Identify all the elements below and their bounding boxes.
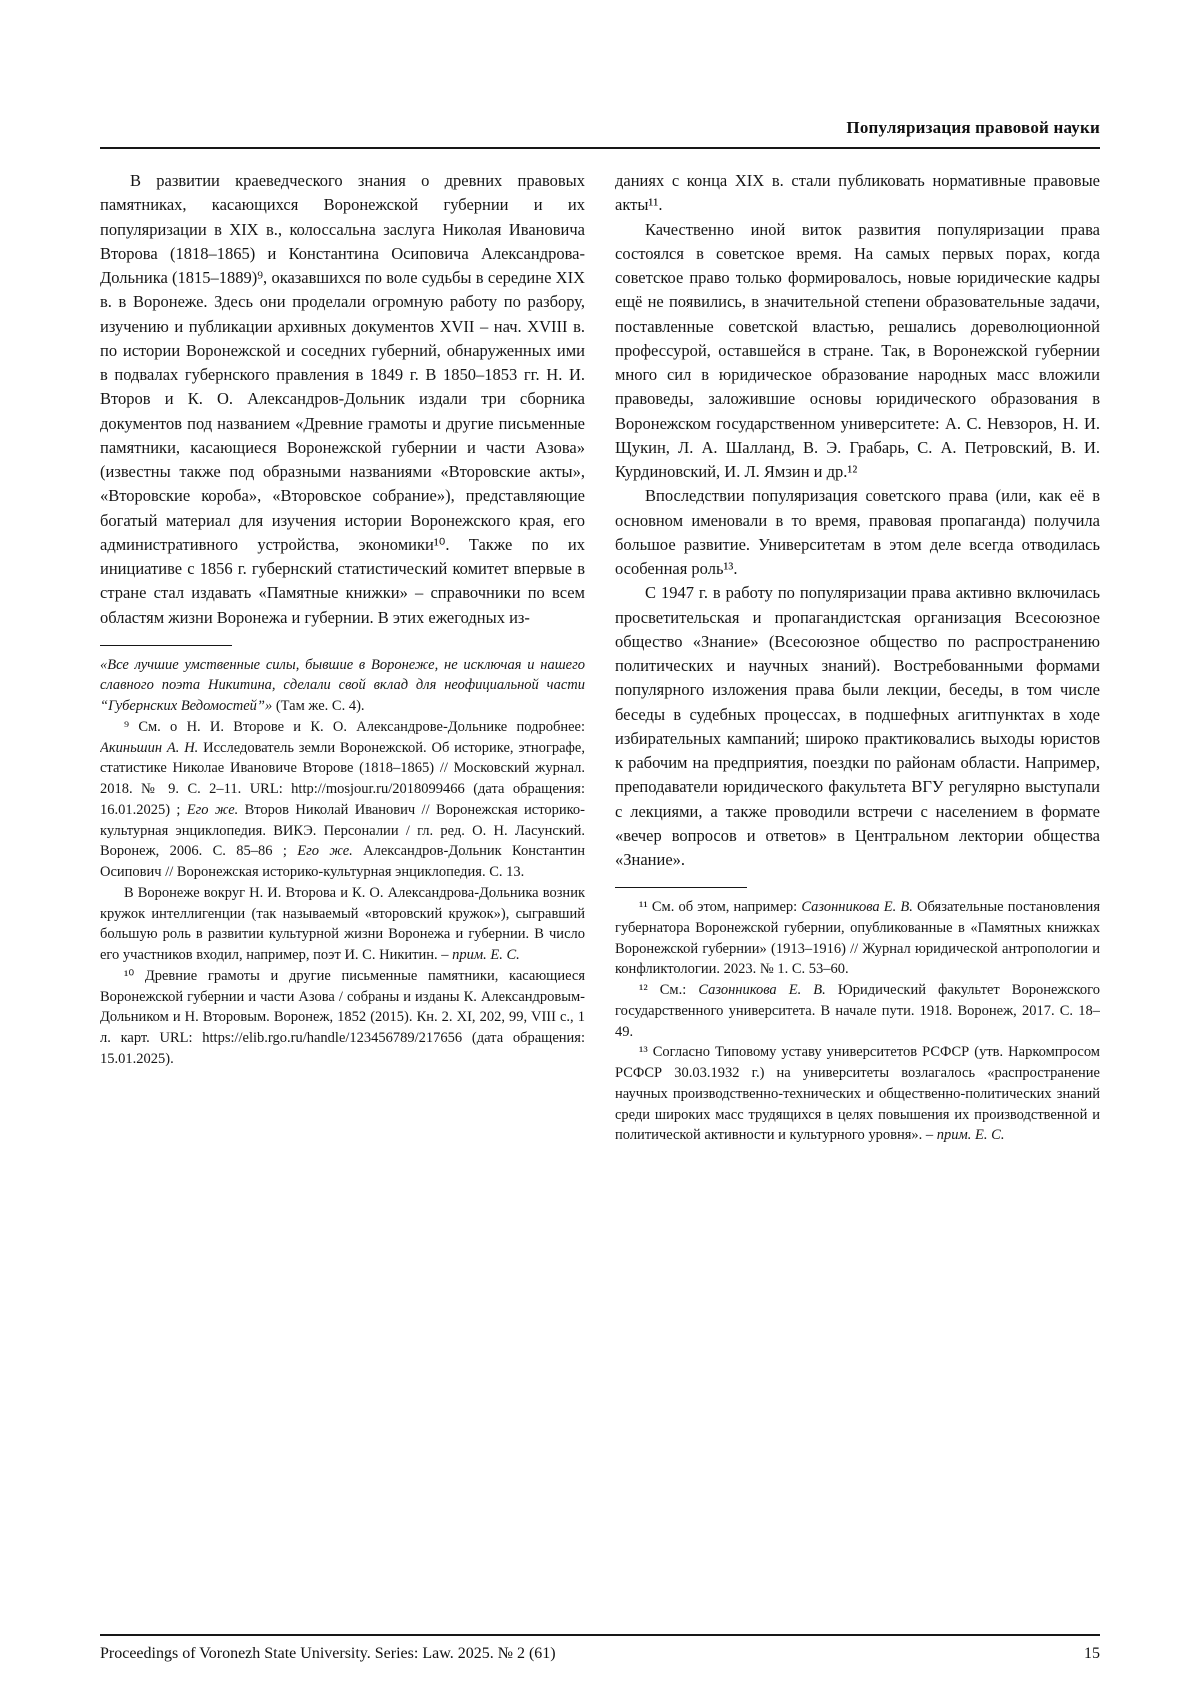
paragraph: С 1947 г. в работу по популяризации права активно включилась просветительская и пропагандистская организация Всесоюзное общество «Знание» (Всесоюзное общество по распространению политических и научных знаний). Востребованными формами популярного изложения права были лекции, беседы, в том числе беседы в судебных процессах, в подшефных агитпунктах в ходе избирательных кампаний; широко практиковались выходы юристов к рабочим на предприятия, поездки по районам области. Например, преподаватели юридического факультета ВГУ регулярно выступали с лекциями, а также проводили встречи с населением в формате «вечер вопросов и ответов» в Центральном лектории общества «Знание».: [615, 583, 1100, 869]
page-header: [100, 118, 1100, 149]
page-footer: [100, 1634, 1100, 1663]
footer-row: [100, 1645, 1100, 1663]
footnote: ⁹ См. о Н. И. Второве и К. О. Александрове-Дольнике подробнее: Акиньшин А. Н. Исследователь земли Воронежской. Об историке, этнографе, статистике Николае Ивановиче Второве (1818–1865) // Московский журнал. 2018. № 9. С. 2–11. URL: http://mosjour.ru/2018099466 (дата обращения: 16.01.2025) ; Его же. Второв Николай Иванович // Воронежская историко-культурная энциклопедия. ВИКЭ. Персоналии / гл. ред. О. Н. Ласунский. Воронеж, 2006. С. 85–86 ; Его же. Александров-Дольник Константин Осипович // Воронежская историко-культурная энциклопедия. С. 13.: [100, 718, 586, 881]
footer-rule: [100, 1634, 1100, 1636]
right-column-text: [615, 169, 1100, 872]
footnote-separator: [615, 887, 747, 888]
two-column-body: [100, 169, 1100, 1634]
journal-citation: Proceedings of Voronezh State University. Series: Law. 2025. № 2 (61): [100, 1645, 556, 1662]
paragraph: Впоследствии популяризация советского права (или, как её в основном именовали в то время, правовая пропаганда) получила большое развитие. Университетам в этом деле всегда отводилась особенная роль¹³.: [615, 486, 1100, 578]
running-head-title: Популяризация правовой науки: [846, 118, 1100, 137]
paragraph: Качественно иной виток развития популяризации права состоялся в советское время. На самых первых порах, когда советское право только формировалось, новые юридические кадры ещё не появились, в значительной степени образовательные задачи, поставленные советской властью, решались дореволюционной профессурой, оставшейся в стране. Так, в Воронежской губернии много сил в юридическое образование народных масс вложили правоведы, заложившие основы юридического образования в Воронежском государственном университете: А. С. Невзоров, Н. И. Щукин, Л. А. Шалланд, В. Э. Грабарь, С. А. Петровский, В. И. Курдиновский, И. Л. Ямзин и др.¹²: [615, 219, 1100, 481]
left-column-footnotes: [100, 655, 585, 1070]
footnote: «Все лучшие умственные силы, бывшие в Воронеже, не исключая и нашего славного поэта Никитина, сделали свой вклад для неофициальной части “Губернских Ведомостей”» (Там же. С. 4).: [100, 656, 585, 715]
right-column-footnotes: [615, 897, 1100, 1146]
footnote: ¹³ Согласно Типовому уставу университетов РСФСР (утв. Наркомпросом РСФСР 30.03.1932 г.) на университеты возлагалось «распространение научных производственно-технических и общественно-политических знаний среди широких масс трудящихся в целях повышения их производственной и политической активности и культурного уровня». – прим. Е. С.: [615, 1044, 1100, 1144]
footnote: ¹¹ См. об этом, например: Сазонникова Е. В. Обязательные постановления губернатора Воронежской губернии, опубликованные в «Памятных книжках Воронежской губернии» (1913–1916) // Журнал юридической антропологии и конфликтологии. 2023. № 1. С. 53–60.: [615, 899, 1100, 978]
paragraph: В развитии краеведческого знания о древних правовых памятниках, касающихся Воронежской губернии и их популяризации в XIX в., колоссальна заслуга Николая Ивановича Второва (1818–1865) и Константина Осиповича Александрова-Дольника (1815–1889)⁹, оказавшихся по воле судьбы в середине XIX в. в Воронеже. Здесь они проделали огромную работу по разбору, изучению и публикации архивных документов XVII – нач. XVIII в. по истории Воронежской и соседних губерний, обнаруженных ими в подвалах губернского правления в 1849 г. В 1850–1853 гг. Н. И. Второв и К. О. Александров-Дольник издали три сборника документов под названием «Древние грамоты и другие письменные памятники, касающиеся Воронежской губернии и части Азова» (известны также под образными названиями «Второвские акты», «Второвские короба», «Второвское собрание»), представляющие богатый материал для изучения истории Воронежского края, его административного устройства, экономики¹⁰. Также по их инициативе с 1856 г. губернский статистический комитет впервые в стране стал издавать «Памятные книжки» – справочники по всем областям жизни Воронежа и губернии. В этих ежегодных из-: [100, 171, 585, 627]
footnote: В Воронеже вокруг Н. И. Второва и К. О. Александрова-Дольника возник кружок интеллигенции (так называемый «второвский кружок»), сыгравший большую роль в развитии культурной жизни Воронежа и губернии. В число его участников входил, например, поэт И. С. Никитин. – прим. Е. С.: [100, 884, 585, 964]
footnote: ¹² См.: Сазонникова Е. В. Юридический факультет Воронежского государственного университета. В начале пути. 1918. Воронеж, 2017. С. 18–49.: [615, 982, 1100, 1040]
footnote: ¹⁰ Древние грамоты и другие письменные памятники, касающиеся Воронежской губернии и части Азова / собраны и изданы К. Александровым-Дольником и Н. Второвым. Воронеж, 1852 (2015). Кн. 2. XI, 202, 99, VIII с., 1 л. карт. URL: https://elib.rgo.ru/handle/123456789/217656 (дата обращения: 15.01.2025).: [100, 967, 585, 1067]
paragraph: даниях с конца XIX в. стали публиковать нормативные правовые акты¹¹.: [615, 171, 1100, 215]
left-column-text: [100, 169, 585, 630]
left-column: [100, 169, 585, 1634]
header-rule: [100, 147, 1100, 149]
page-number: 15: [1084, 1645, 1100, 1662]
footnote-separator: [100, 645, 232, 646]
right-column: [615, 169, 1100, 1634]
